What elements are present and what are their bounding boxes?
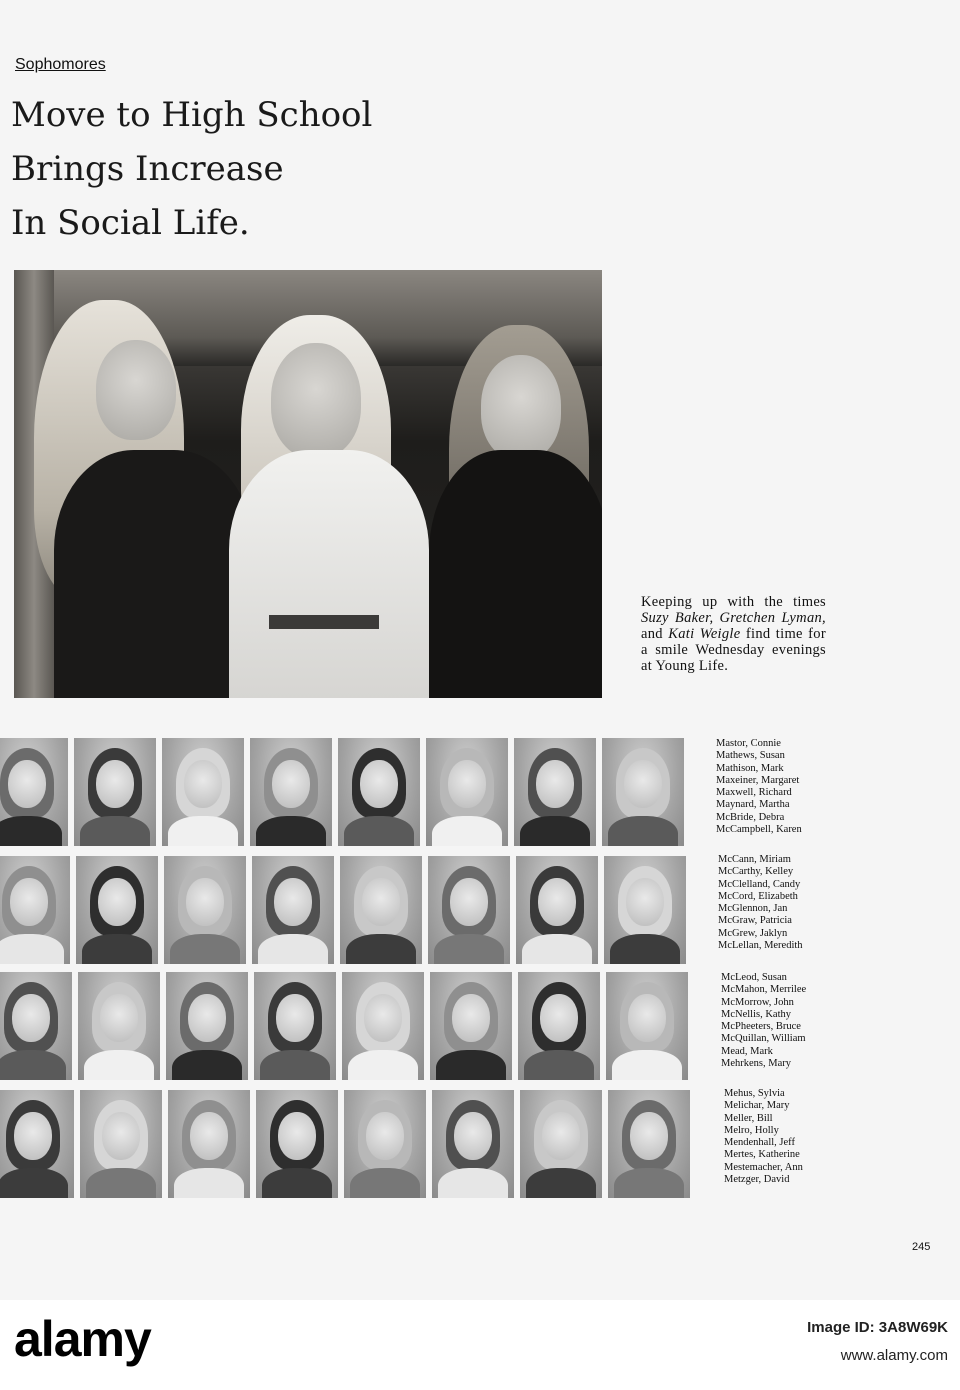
portrait-face [274,878,312,926]
roster-name: Melichar, Mary [724,1100,790,1112]
group-photo [14,270,602,698]
portrait-face [278,1112,316,1160]
student-portrait [516,856,598,964]
caption-and: and [641,626,663,642]
portrait-face [96,760,134,808]
portrait-clothing [84,1050,154,1080]
stock-watermark-bar [0,1300,960,1390]
roster-name: Mehrkens, Mary [721,1058,791,1070]
portrait-face [188,994,226,1042]
portrait-face [450,878,488,926]
portrait-clothing [610,934,680,964]
portrait-clothing [256,816,326,846]
portrait-clothing [608,816,678,846]
roster-name: McNellis, Kathy [721,1008,791,1020]
roster-name: McGlennon, Jan [718,903,788,915]
student-portrait [514,738,596,846]
caption-name: Lyman, [781,610,826,626]
roster-name: Mead, Mark [721,1045,773,1057]
portrait-face [186,878,224,926]
portrait-clothing [612,1050,682,1080]
student-portrait [164,856,246,964]
portrait-face [362,878,400,926]
student-portrait [78,972,160,1080]
portrait-clothing [0,816,62,846]
portrait-row [0,856,700,966]
roster-name: McCarthy, Kelley [718,866,794,878]
roster-name: Maynard, Martha [716,799,790,811]
roster-name: Melro, Holly [724,1124,779,1136]
portrait-clothing [432,816,502,846]
caption-name: Kati Weigle [668,626,741,642]
student-portrait [74,738,156,846]
student-portrait [342,972,424,1080]
roster-name: McCampbell, Karen [716,824,802,836]
portrait-clothing [348,1050,418,1080]
site-url-text: www.alamy.com [840,1347,948,1364]
portrait-face [276,994,314,1042]
page-headline [11,88,372,250]
roster-name: Maxwell, Richard [716,787,792,799]
section-label: Sophomores [15,56,106,73]
roster-row-3 [721,972,851,1070]
portrait-clothing [0,1050,66,1080]
portrait-face [98,878,136,926]
student-portrait [0,738,68,846]
portrait-clothing [0,934,64,964]
roster-name: McPheeters, Bruce [721,1021,801,1033]
caption-rest: find time for a smile Wednesday evenings at Young Life. [641,626,826,674]
portrait-clothing [258,934,328,964]
headline-line: Move to High School [11,95,373,135]
portrait-face [10,878,48,926]
student-portrait [602,738,684,846]
portrait-clothing [524,1050,594,1080]
portrait-face [538,878,576,926]
portrait-face [452,994,490,1042]
roster-name: McClelland, Candy [718,878,801,890]
portrait-face [360,760,398,808]
roster-name: McLellan, Meredith [718,940,803,952]
student-portrait [428,856,510,964]
roster-name: McMorrow, John [721,996,794,1008]
portrait-clothing [260,1050,330,1080]
image-id-text: Image ID: 3A8W69K [807,1319,948,1336]
caption-name: Suzy Baker, [641,610,714,626]
roster-name: Mertes, Katherine [724,1149,800,1161]
roster-name: McGraw, Patricia [718,915,792,927]
roster-name: Maxeiner, Margaret [716,774,800,786]
portrait-clothing [86,1168,156,1198]
portrait-clothing [522,934,592,964]
portrait-face [454,1112,492,1160]
portrait-clothing [520,816,590,846]
student-portrait [608,1090,690,1198]
roster-row-1 [716,738,846,836]
portrait-face [366,1112,404,1160]
portrait-clothing [170,934,240,964]
student-portrait [430,972,512,1080]
portrait-clothing [174,1168,244,1198]
portrait-clothing [436,1050,506,1080]
student-portrait [166,972,248,1080]
portrait-row [0,972,700,1082]
roster-name: McBride, Debra [716,811,785,823]
portrait-clothing [350,1168,420,1198]
portrait-face [190,1112,228,1160]
roster-name: Mendenhall, Jeff [724,1137,795,1149]
student-portrait [252,856,334,964]
student-portrait [340,856,422,964]
student-portrait [0,856,70,964]
student-portrait [518,972,600,1080]
student-portrait [520,1090,602,1198]
portrait-clothing [344,816,414,846]
portrait-face [540,994,578,1042]
roster-row-4 [724,1088,854,1186]
student-portrait [344,1090,426,1198]
portrait-clothing [80,816,150,846]
headline-line: In Social Life. [11,203,250,243]
roster-name: McMahon, Merrilee [721,984,807,996]
portrait-face [542,1112,580,1160]
portrait-clothing [346,934,416,964]
portrait-clothing [82,934,152,964]
caption-line: Keeping up with the times [641,594,826,610]
roster-row-2 [718,854,848,952]
student-portrait [76,856,158,964]
student-portrait [606,972,688,1080]
portrait-face [448,760,486,808]
roster-name: Metzger, David [724,1174,790,1186]
student-portrait [0,1090,74,1198]
portrait-face [364,994,402,1042]
portrait-face [272,760,310,808]
roster-name: Mathews, Susan [716,750,785,762]
student-portrait [426,738,508,846]
portrait-face [8,760,46,808]
portrait-face [536,760,574,808]
headline-line: Brings Increase [11,149,284,189]
portrait-face [630,1112,668,1160]
portrait-clothing [614,1168,684,1198]
portrait-clothing [438,1168,508,1198]
roster-name: McLeod, Susan [721,972,787,983]
photo-caption [641,594,826,674]
page-number: 245 [912,1241,931,1253]
portrait-face [626,878,664,926]
roster-name: McCord, Elizabeth [718,890,798,902]
portrait-face [624,760,662,808]
portrait-clothing [434,934,504,964]
roster-name: Meller, Bill [724,1112,773,1124]
portrait-face [102,1112,140,1160]
alamy-logo: alamy [14,1311,151,1367]
roster-name: McGrew, Jaklyn [718,927,788,939]
portrait-clothing [0,1168,68,1198]
portrait-clothing [262,1168,332,1198]
student-portrait [250,738,332,846]
watermark-details [807,1314,948,1370]
portrait-row [0,738,700,848]
portrait-face [14,1112,52,1160]
student-portrait [0,972,72,1080]
roster-name: Mehus, Sylvia [724,1088,785,1099]
roster-name: McQuillan, William [721,1033,806,1045]
student-portrait [256,1090,338,1198]
portrait-face [628,994,666,1042]
student-portrait [604,856,686,964]
portrait-clothing [168,816,238,846]
student-portrait [338,738,420,846]
student-portrait [254,972,336,1080]
student-portrait [432,1090,514,1198]
portrait-face [100,994,138,1042]
portrait-row [0,1090,700,1200]
roster-name: McCann, Miriam [718,854,791,865]
caption-name: Gretchen [719,610,776,626]
portrait-clothing [172,1050,242,1080]
roster-name: Mathison, Mark [716,762,784,774]
student-portrait [80,1090,162,1198]
portrait-clothing [526,1168,596,1198]
student-portrait [168,1090,250,1198]
portrait-face [12,994,50,1042]
roster-name: Mestemacher, Ann [724,1161,803,1173]
student-portrait [162,738,244,846]
portrait-face [184,760,222,808]
roster-name: Mastor, Connie [716,738,781,749]
